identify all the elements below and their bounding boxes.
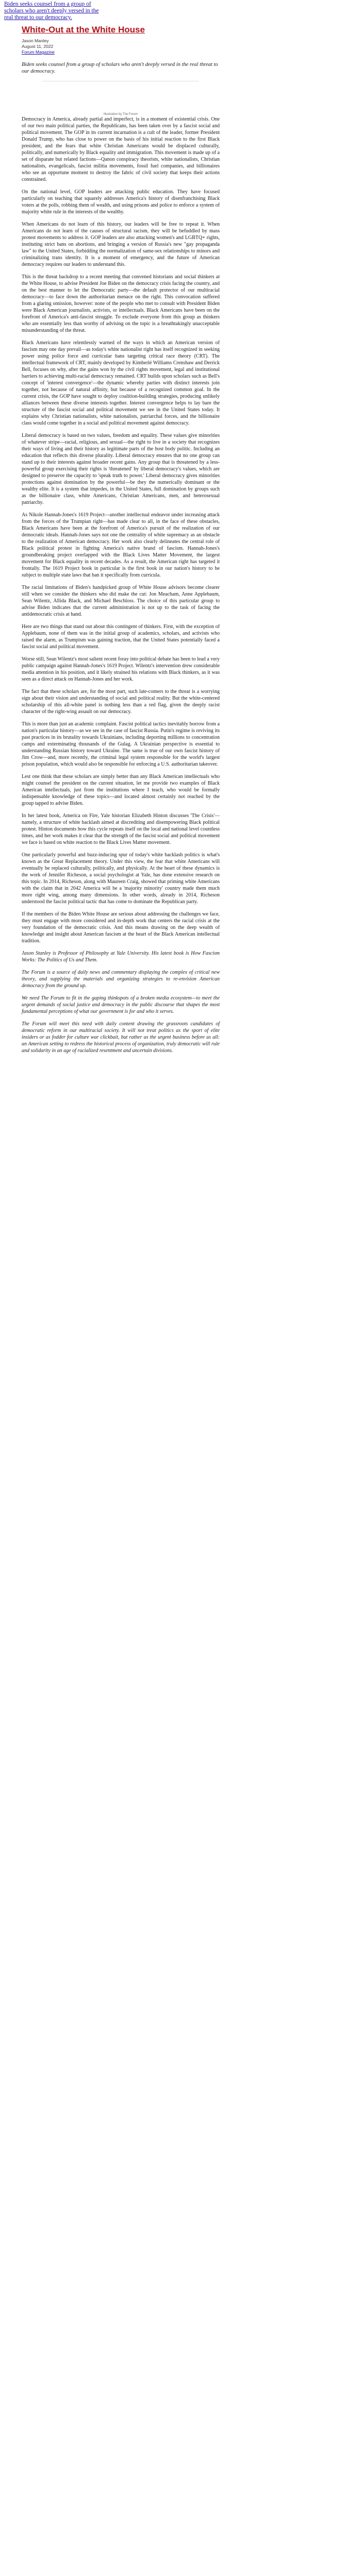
paragraph: Black Americans have relentlessly warned of the ways in which an American version of fascism may one day prevail—as today's white nationalist right has itself recognized in seeking power using police force and curricular bans targeting critical race theory (CRT). The intellectual framework of CRT, mainly developed by Kimberlé Williams Crenshaw and Derrick Bell, focuses on why, after the gains won by the civil rights movement, legal and institutional barriers to achieving multi-racial democracy remained. CRT builds upon scholars such as Bell's concept of 'interest convergence'—the dynamic whereby parties with distinct interests join together, not because of natural affinity, but because of a recognized common goal. In the current crisis, the GOP have sought to deploy coalition-building strategies, producing unlikely alliances between these diverse interests together. Interest convergence helps to lay bare the structure of the fascist social and political movement we see in the United States today. It explains why Christian nationalists, white nationalists, patriarchal forces, and the billionaire class would come together in a social and political movement against democracy. xyxy=(22,340,220,426)
paragraph: When Americans do not learn of this history, our leaders will be free to repeat it. When Americans do not learn of the causes of structural racism, they will be befuddled by mass protest movements to address it. GOP leaders are also attacking women's and LGBTQ+ rights, instituting strict bans on abortions, and bringing a version of Russia's new "gay propaganda law" to the United States, forbidding the normalization of same-sex relationships to minors and criminalizing trans identity. It is a moment of emergency, and the future of American democracy requires our leaders to understand this. xyxy=(22,222,220,267)
forum-blurb: The Forum is a source of daily news and commentary displaying the complex of critical new theory, and supplying the materials and organizing strategies to re-envision American democracy from the ground up. xyxy=(22,970,220,989)
author-bio: Jason Stanley is Professor of Philosophy at Yale University. His latest book is How Fascism Works: The Politics of Us and Them. xyxy=(22,951,220,963)
paragraph: The racial limitations of Biden's handpicked group of White House advisors become clearer still when we consider the thinkers who did make the cut: Jon Meacham, Anne Applebaum, Sean Wilentz, Allida Black, and Michael Beschloss. The choice of this particular group to advise Biden indicates that the current administration is not up to the task of facing the antidemocratic crisis at hand. xyxy=(22,585,220,617)
paragraph: Lest one think that these scholars are simply better than any Black American intellectuals who might counsel the president on the current situation, let me provide two examples of Black American intellectuals, just from the institutions where I teach, who would be formally indispensable knowledge of these topics—and located almost certainly not reached by the group tapped to advise Biden. xyxy=(22,774,220,806)
article-body xyxy=(22,116,220,1054)
paragraph: Worse still, Sean Wilentz's most salient recent foray into political debate has been to lead a very public campaign against Hannah-Jones's 1619 Project. Wilentz's intervention drew considerable media attention in his position, and it likely strained his relations with Black thinkers, as it was seen as a direct attack on Hannah-Jones and her work. xyxy=(22,656,220,682)
paragraph: As Nikole Hannah-Jones's 1619 Project—another intellectual endeavor under increasing attack from the forces of the Trumpian right—has made clear to all, in the face of these obstacles, Black Americans have been at the forefront of America's pursuit of the realization of our democratic ideals. Hannah-Jones says not one the centrality of white supremacy as an obstacle to the realization of American democracy. Her work also clearly delineates the central role of Black political protest in fighting America's native brand of fascism. Hannah-Jones's groundbreaking project overlapped with the Black Lives Matter Movement, the largest movement for Black equality in recent decades. As a result, the American right has targeted it frontally. The 1619 Project book in particular is the first book in our nation's history to be subject to multiple state laws that ban it specifically from curricula. xyxy=(22,512,220,578)
forum-blurb: We need The Forum to fit in the gaping thinkspots of a broken media ecosystem—to meet the urgent demands of social justice and democracy in the public discourse that shapes the most fundamental perceptions of what our government is for and who it serves. xyxy=(22,995,220,1014)
paragraph: In her latest book, America on Fire, Yale historian Elizabeth Hinton discusses 'The Crisis'—namely, a structure of white backlash aimed at discrediting and disempowering Black political protest. Hinton documents how this cycle repeats itself on the local and national level countless times, and her work makes it clear that the strength of the fascist social and political movement we face is based on white reaction to the Black Lives Matter movement. xyxy=(22,813,220,845)
paragraph: The fact that these scholars are, for the most part, such late-comers to the threat is a worrying sign about their vision and understanding of social and political reality. But the white-centered scholarship of this all-white panel is nothing less than a red flag, given the deeply racist character of the right-wing assault on our democracy. xyxy=(22,689,220,715)
article-dek: Biden seeks counsel from a group of scholars who aren't deeply versed in the real threat to our democracy. xyxy=(22,62,218,74)
article-title[interactable]: White-Out at the White House xyxy=(22,25,145,35)
date: August 11, 2022 xyxy=(22,44,54,49)
paragraph: This is more than just an academic complaint. Fascist political tactics inevitably borrow from a nation's particular history—as we see in the case of fascist Russia. Putin's regime is reviving its past practices in its brutality towards Ukrainians, including deporting millions to concentration camps and exterminating thousands of the Gulag. A Ukrainian perspective is essential to understanding Russian history toward Ukraine. The same is true of our own fascist history of Jim Crow—and, more recently, the criminal legal system responsible for the world's largest prison population, which would also be responsible for enforcing a U.S. authoritarian takeover. xyxy=(22,721,220,767)
article xyxy=(22,25,220,1060)
paragraph: Here are two things that stand out about this contingent of thinkers. First, with the exception of Applebaum, none of them was in the initial group of academics, scholars, and activists who raised the alarm, as Trumpism was gaining traction, that the United States potentially faced a fascist social and political movement. xyxy=(22,624,220,650)
paragraph: On the national level, GOP leaders are attacking public education. They have focused particularly on teaching that squarely addresses America's history of disenfranchising Black voters at the polls, robbing them of wealth, and using prisons and police to enforce a system of majority white rule in the interests of the wealthy. xyxy=(22,189,220,215)
paragraph: Democracy in America, already partial and imperfect, is in a moment of existential crisis. One of our two main political parties, the Republicans, has been taken over by a fascist social and political movement. The GOP in its current incarnation is a cult of the leader, former President Donald Trump, who has close to power on the basis of his initial reaction to the first Black president, and the fears that white Christian Americans would be displaced culturally, politically, and numerically by Black equality and immigration. This movement is made up of a set of disparate but related factions—Qanon conspiracy theorists, white nationalists, Christian nationalists, evangelicals, fascist militia movements, fossil fuel companies, and billionaires who see an opportune moment to destroy the fabric of civil society that keeps their actions constrained. xyxy=(22,116,220,182)
paragraph: One particularly powerful and buzz-inducing spur of today's white backlash politics is what's known as the Great Replacement theory. Under this view, the fear that white Americans will eventually be replaced culturally, politically, and physically. At the heart of these dynamics is the work of Jennifer Richeson, a social psychologist at Yale, has done extensive research on this topic. In 2014, Richeson, along with Maureen Craig, showed that priming white Americans with the claim that in 2042 America will be a 'majority minority' country made them much more right wing, among many dimensions. In other words, already in 2014, Richeson understood the fascist political tactic that has come to dominate the Republican party. xyxy=(22,852,220,905)
forum-blurb: The Forum will meet this need with daily content drawing the grassroots candidates of democratic reform in our multiracial society. It will not treat politics as the sport of elite insiders or as fodder for culture war clickbait, but rather as the urgent business before us all: an American setting to redress the historical process of organization, truly democratic will rule and solidarity in an age of racialized resentment and uncertain divisions. xyxy=(22,1021,220,1054)
article-figure xyxy=(22,78,220,116)
figure-caption: Illustration by The Forum xyxy=(103,113,138,116)
article-meta xyxy=(22,38,220,55)
paragraph: This is the threat backdrop to a recent meeting that convened historians and social thinkers at the White House, to advise President Joe Biden on the democracy crisis facing the country, and on the best manner to let the Democratic party—the default protector of our multiracial democracy—to face down the authoritarian menace on the right. This convocation suffered from a glaring omission, however: none of the people who met to consult with President Biden were Black American journalists, activists, or intellectuals. Black Americans have been on the forefront of America's anti-fascist struggle. To exclude everyone from this group as thinkers who are essentially less than worthy of advising on the topic is a breathtakingly unacceptable misunderstanding of the threat. xyxy=(22,274,220,333)
author: Jason Manley xyxy=(22,38,49,43)
top-note[interactable] xyxy=(4,1,105,21)
top-note-link[interactable]: Biden seeks counsel from a group of scholars who aren't deeply versed in the real threat to our democracy. xyxy=(4,1,99,21)
paragraph: Liberal democracy is based on two values, freedom and equality. These values give minorities of whatever stripe—racial, religious, and sexual—the right to live in a society that recognizes their ways of living and their history as legitimate parts of the host body politic. Including an education that reflects this diverse plurality. Liberal democracy ensures that no one group can stand up to their interests against broader recent gains. Any group that is threatened by a less-powerful group exercising their rights is 'threatened' by liberal democracy's values, which are designed to preserve the capacity to 'speak truth to power.' Liberal democracy gives minorities protections against domination by the powerful—be they the numerically dominant or the wealthy elite. It is a system that impedes, in the United States, full domination by groups such as the billionaire class, white Americans, Christian Americans, men, and heterosexual patriarchy. xyxy=(22,433,220,505)
section-link[interactable]: Forum Magazine xyxy=(22,49,55,55)
paragraph: If the members of the Biden White House are serious about addressing the challenges we face, they must engage with more considered and in-depth work that centers the racial crisis at the very foundation of the democratic crisis. And this means drawing on the deep wealth of knowledge and insight about American fascism at the heart of the Black American intellectual tradition. xyxy=(22,911,220,944)
